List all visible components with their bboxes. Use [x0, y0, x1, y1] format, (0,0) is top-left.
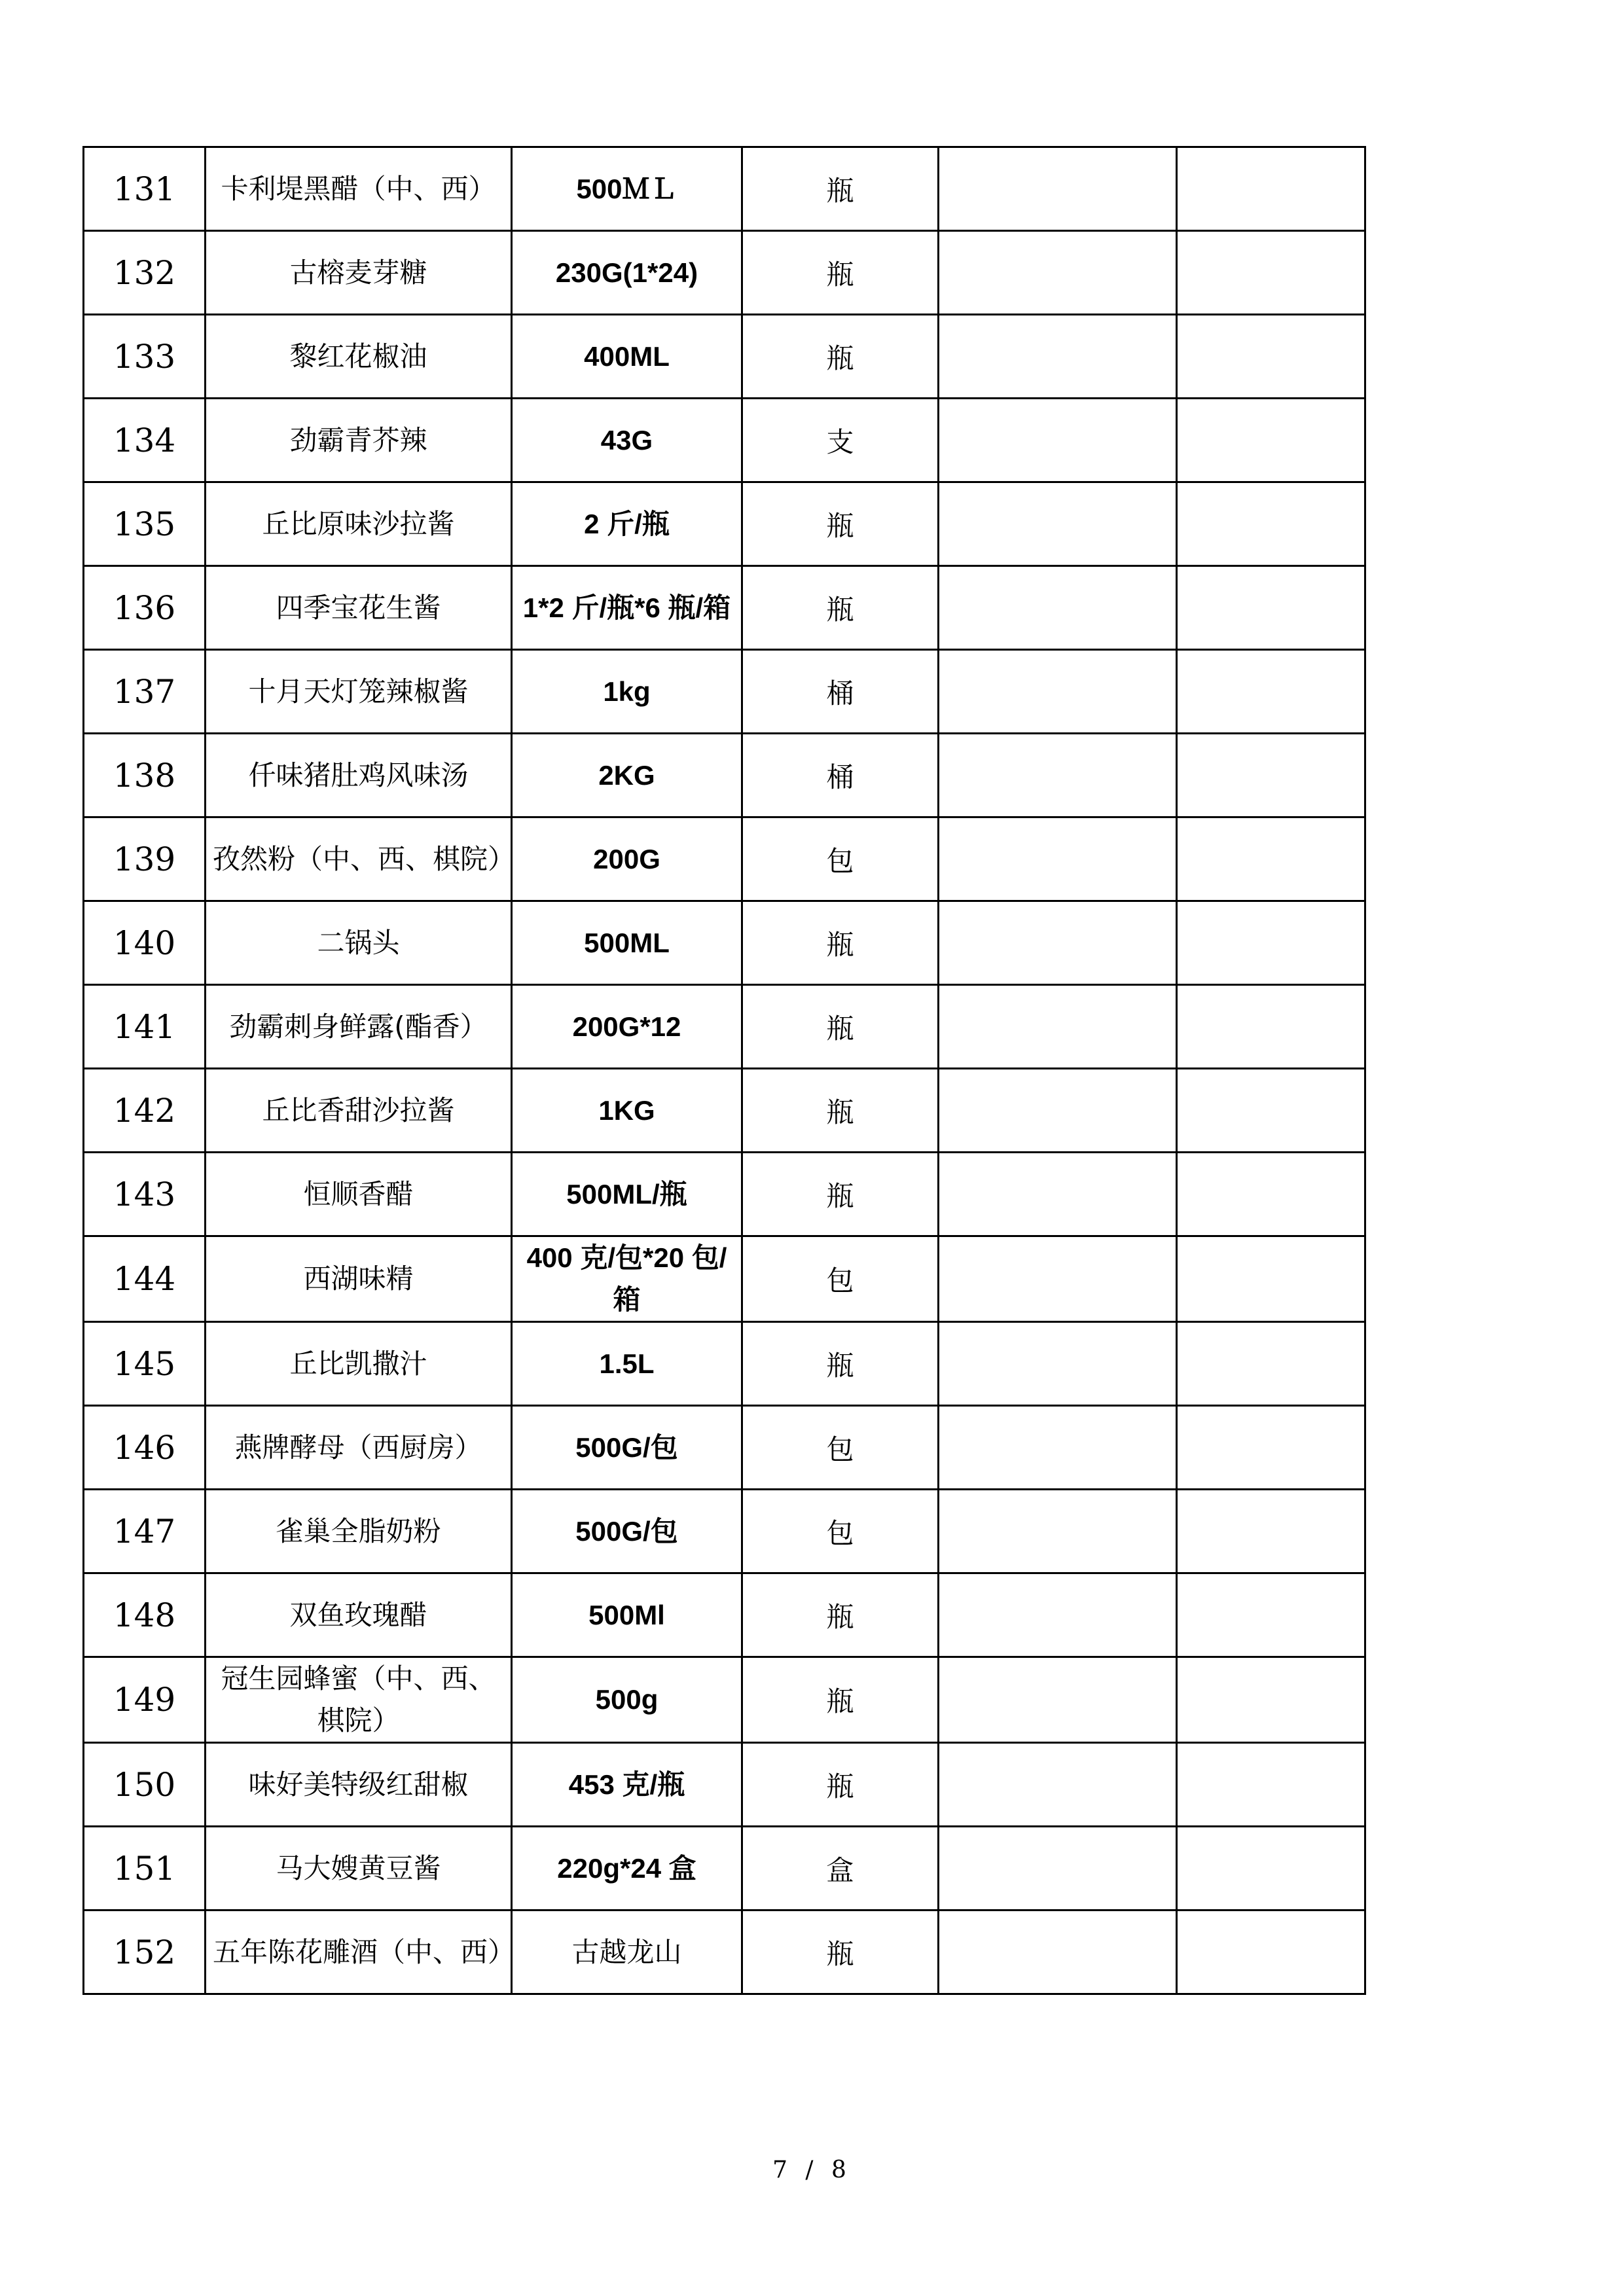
item-spec-cell: 1kg: [512, 650, 742, 734]
item-spec-cell: 1.5L: [512, 1322, 742, 1406]
item-number-cell: 152: [84, 1910, 206, 1994]
empty-cell-2: [1177, 399, 1365, 482]
item-name-cell: 五年陈花雕酒（中、西）: [206, 1910, 512, 1994]
table-row: [84, 985, 1365, 1069]
item-unit-cell: 瓶: [742, 901, 939, 985]
empty-cell-2: [1177, 734, 1365, 817]
item-name-cell: 燕牌酵母（西厨房）: [206, 1406, 512, 1490]
item-number-cell: 151: [84, 1827, 206, 1910]
item-name-cell: 卡利堤黑醋（中、西）: [206, 147, 512, 231]
item-unit-cell: 盒: [742, 1827, 939, 1910]
item-number-cell: 141: [84, 985, 206, 1069]
table-row: [84, 1743, 1365, 1827]
item-unit-cell: 支: [742, 399, 939, 482]
empty-cell-1: [939, 1153, 1177, 1236]
table-row: [84, 1153, 1365, 1236]
item-name-cell: 雀巢全脂奶粉: [206, 1490, 512, 1573]
empty-cell-2: [1177, 147, 1365, 231]
empty-cell-1: [939, 1910, 1177, 1994]
item-spec-cell: 2 斤/瓶: [512, 482, 742, 566]
item-name-cell: 二锅头: [206, 901, 512, 985]
item-name-cell: 古榕麦芽糖: [206, 231, 512, 315]
item-spec-cell: 200G: [512, 817, 742, 901]
empty-cell-1: [939, 1069, 1177, 1153]
empty-cell-2: [1177, 482, 1365, 566]
item-name-cell: 丘比凯撒汁: [206, 1322, 512, 1406]
item-spec-cell: 500g: [512, 1657, 742, 1743]
item-spec-cell: 500G/包: [512, 1490, 742, 1573]
item-unit-cell: 瓶: [742, 1910, 939, 1994]
item-name-cell: 马大嫂黄豆酱: [206, 1827, 512, 1910]
empty-cell-2: [1177, 1910, 1365, 1994]
item-unit-cell: 包: [742, 1236, 939, 1322]
empty-cell-2: [1177, 1236, 1365, 1322]
item-name-cell: 孜然粉（中、西、棋院）: [206, 817, 512, 901]
empty-cell-2: [1177, 315, 1365, 399]
empty-cell-2: [1177, 1153, 1365, 1236]
table-row: [84, 1490, 1365, 1573]
empty-cell-1: [939, 734, 1177, 817]
item-unit-cell: 瓶: [742, 1657, 939, 1743]
empty-cell-1: [939, 1322, 1177, 1406]
item-number-cell: 149: [84, 1657, 206, 1743]
table-row: [84, 147, 1365, 231]
table-row: [84, 1322, 1365, 1406]
item-number-cell: 131: [84, 147, 206, 231]
item-name-cell: 西湖味精: [206, 1236, 512, 1322]
item-unit-cell: 瓶: [742, 1069, 939, 1153]
item-spec-cell: 400 克/包*20 包/箱: [512, 1236, 742, 1322]
item-unit-cell: 瓶: [742, 1322, 939, 1406]
item-unit-cell: 包: [742, 817, 939, 901]
empty-cell-2: [1177, 1573, 1365, 1657]
table-row: [84, 1657, 1365, 1743]
item-spec-cell: 2KG: [512, 734, 742, 817]
item-unit-cell: 瓶: [742, 1743, 939, 1827]
item-spec-cell: 500Ml: [512, 1573, 742, 1657]
item-number-cell: 140: [84, 901, 206, 985]
item-name-cell: 冠生园蜂蜜（中、西、棋院）: [206, 1657, 512, 1743]
item-number-cell: 134: [84, 399, 206, 482]
item-spec-cell: 500ML: [512, 901, 742, 985]
empty-cell-2: [1177, 566, 1365, 650]
item-spec-cell: 453 克/瓶: [512, 1743, 742, 1827]
item-name-cell: 味好美特级红甜椒: [206, 1743, 512, 1827]
item-unit-cell: 桶: [742, 650, 939, 734]
empty-cell-2: [1177, 1490, 1365, 1573]
item-spec-cell: 230G(1*24): [512, 231, 742, 315]
empty-cell-1: [939, 1490, 1177, 1573]
item-name-cell: 十月天灯笼辣椒酱: [206, 650, 512, 734]
item-number-cell: 148: [84, 1573, 206, 1657]
empty-cell-1: [939, 1573, 1177, 1657]
empty-cell-1: [939, 1827, 1177, 1910]
empty-cell-2: [1177, 231, 1365, 315]
item-number-cell: 135: [84, 482, 206, 566]
table-row: [84, 315, 1365, 399]
item-unit-cell: 瓶: [742, 482, 939, 566]
empty-cell-2: [1177, 650, 1365, 734]
item-spec-cell: 500G/包: [512, 1406, 742, 1490]
table-row: [84, 1573, 1365, 1657]
empty-cell-1: [939, 482, 1177, 566]
item-number-cell: 142: [84, 1069, 206, 1153]
table-row: [84, 566, 1365, 650]
page-number: 7 / 8: [772, 2157, 852, 2183]
inventory-table: [82, 146, 1366, 1995]
item-unit-cell: 桶: [742, 734, 939, 817]
empty-cell-1: [939, 1236, 1177, 1322]
item-spec-cell: 古越龙山: [512, 1910, 742, 1994]
empty-cell-2: [1177, 1406, 1365, 1490]
item-spec-cell: 43G: [512, 399, 742, 482]
table-row: [84, 650, 1365, 734]
item-number-cell: 143: [84, 1153, 206, 1236]
item-number-cell: 150: [84, 1743, 206, 1827]
table-row: [84, 1069, 1365, 1153]
item-number-cell: 146: [84, 1406, 206, 1490]
item-number-cell: 145: [84, 1322, 206, 1406]
table-row: [84, 1910, 1365, 1994]
empty-cell-2: [1177, 1322, 1365, 1406]
item-spec-cell: 500ＭＬ: [512, 147, 742, 231]
item-unit-cell: 瓶: [742, 147, 939, 231]
empty-cell-1: [939, 650, 1177, 734]
empty-cell-1: [939, 231, 1177, 315]
empty-cell-1: [939, 1743, 1177, 1827]
table-row: [84, 231, 1365, 315]
empty-cell-1: [939, 901, 1177, 985]
item-spec-cell: 220g*24 盒: [512, 1827, 742, 1910]
table-row: [84, 1236, 1365, 1322]
empty-cell-2: [1177, 901, 1365, 985]
item-name-cell: 双鱼玫瑰醋: [206, 1573, 512, 1657]
item-name-cell: 丘比原味沙拉酱: [206, 482, 512, 566]
item-name-cell: 劲霸刺身鲜露(酯香）: [206, 985, 512, 1069]
empty-cell-1: [939, 817, 1177, 901]
item-name-cell: 劲霸青芥辣: [206, 399, 512, 482]
item-unit-cell: 瓶: [742, 1573, 939, 1657]
table-row: [84, 482, 1365, 566]
empty-cell-1: [939, 985, 1177, 1069]
empty-cell-1: [939, 147, 1177, 231]
table-row: [84, 399, 1365, 482]
item-number-cell: 147: [84, 1490, 206, 1573]
item-unit-cell: 包: [742, 1490, 939, 1573]
empty-cell-2: [1177, 985, 1365, 1069]
item-number-cell: 144: [84, 1236, 206, 1322]
empty-cell-1: [939, 315, 1177, 399]
item-unit-cell: 瓶: [742, 566, 939, 650]
table-row: [84, 1827, 1365, 1910]
empty-cell-2: [1177, 817, 1365, 901]
item-spec-cell: 200G*12: [512, 985, 742, 1069]
item-unit-cell: 瓶: [742, 315, 939, 399]
empty-cell-2: [1177, 1657, 1365, 1743]
item-name-cell: 丘比香甜沙拉酱: [206, 1069, 512, 1153]
item-unit-cell: 瓶: [742, 985, 939, 1069]
empty-cell-2: [1177, 1827, 1365, 1910]
empty-cell-1: [939, 399, 1177, 482]
item-spec-cell: 500ML/瓶: [512, 1153, 742, 1236]
item-unit-cell: 瓶: [742, 1153, 939, 1236]
item-spec-cell: 400ML: [512, 315, 742, 399]
item-spec-cell: 1KG: [512, 1069, 742, 1153]
item-number-cell: 139: [84, 817, 206, 901]
item-name-cell: 黎红花椒油: [206, 315, 512, 399]
item-unit-cell: 瓶: [742, 231, 939, 315]
table-row: [84, 734, 1365, 817]
item-name-cell: 仟味猪肚鸡风味汤: [206, 734, 512, 817]
item-name-cell: 恒顺香醋: [206, 1153, 512, 1236]
table-row: [84, 901, 1365, 985]
item-number-cell: 137: [84, 650, 206, 734]
empty-cell-1: [939, 1657, 1177, 1743]
table-row: [84, 817, 1365, 901]
item-number-cell: 138: [84, 734, 206, 817]
item-unit-cell: 包: [742, 1406, 939, 1490]
inventory-table-body: [84, 147, 1365, 1994]
empty-cell-1: [939, 1406, 1177, 1490]
item-number-cell: 133: [84, 315, 206, 399]
empty-cell-2: [1177, 1069, 1365, 1153]
table-row: [84, 1406, 1365, 1490]
item-spec-cell: 1*2 斤/瓶*6 瓶/箱: [512, 566, 742, 650]
item-name-cell: 四季宝花生酱: [206, 566, 512, 650]
item-number-cell: 136: [84, 566, 206, 650]
empty-cell-2: [1177, 1743, 1365, 1827]
item-number-cell: 132: [84, 231, 206, 315]
empty-cell-1: [939, 566, 1177, 650]
